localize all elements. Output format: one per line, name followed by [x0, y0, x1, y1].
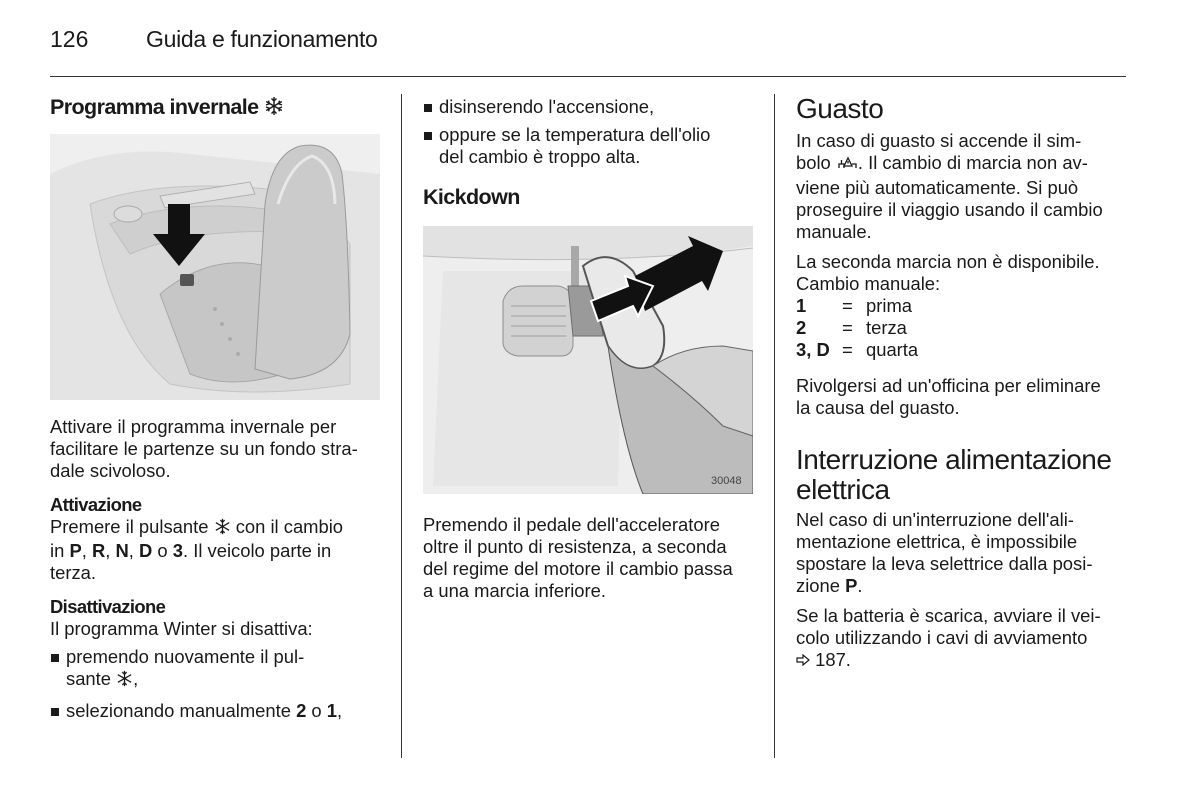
text-line: proseguire il viaggio usando il cambio — [796, 199, 1103, 220]
bullet-square-icon — [424, 104, 432, 112]
gearbox-fault-icon — [836, 155, 858, 177]
gear-key: 3, D — [796, 339, 830, 360]
text-segment: in — [50, 540, 65, 561]
text-line: Cambio manuale: — [796, 273, 941, 294]
text-segment: . Il veicolo parte in — [183, 540, 332, 561]
text-segment: zione — [796, 575, 840, 596]
text-line: colo utilizzando i cavi di avviamento — [796, 627, 1088, 648]
bullet-square-icon — [424, 132, 432, 140]
gear-n: N — [115, 540, 129, 561]
bullet-square-icon — [51, 708, 59, 716]
gear-d: D — [139, 540, 153, 561]
activation-heading: Attivazione — [50, 494, 142, 515]
snowflake-icon — [116, 670, 133, 692]
reference-arrow-icon — [796, 651, 810, 673]
text-line: Nel caso di un'interruzione dell'ali- — [796, 509, 1074, 530]
column-3 — [796, 94, 1131, 673]
section-heading-power-interruption — [796, 445, 1131, 505]
column-divider — [774, 94, 775, 758]
text-line: la causa del guasto. — [796, 397, 960, 418]
gear-2: 2 — [296, 700, 307, 721]
equals-sign: = — [842, 339, 853, 360]
gear-value: prima — [866, 295, 912, 316]
text-line: spostare la leva selettrice dalla posi- — [796, 553, 1093, 574]
column-divider — [401, 94, 402, 758]
snowflake-icon — [264, 96, 284, 122]
text-segment: . — [857, 575, 863, 596]
text-line: del cambio è troppo alta. — [439, 146, 641, 167]
gear-selector-illustration — [50, 134, 380, 400]
text-line: Rivolgersi ad un'officina per eliminare — [796, 375, 1101, 396]
list-item — [423, 124, 758, 168]
page-reference[interactable]: 187. — [815, 649, 851, 670]
text-line: mentazione elettrica, è impossibile — [796, 531, 1078, 552]
fault-paragraph — [796, 130, 1131, 243]
kickdown-pedal-illustration — [423, 226, 753, 494]
text-segment: con il cambio — [235, 516, 344, 537]
list-item — [50, 646, 385, 692]
deactivation-intro: Il programma Winter si disattiva: — [50, 618, 313, 639]
text-line: Attivare il programma invernale per — [50, 416, 337, 437]
text-line: La seconda marcia non è disponibile. — [796, 251, 1100, 272]
gear-value: terza — [866, 317, 907, 338]
text-segment: Premere il pulsante — [50, 516, 209, 537]
gear-p: P — [845, 575, 858, 596]
snowflake-icon — [214, 518, 231, 540]
column-2 — [423, 96, 758, 210]
gear-r: R — [91, 540, 106, 561]
list-item — [423, 96, 758, 118]
text-line: Se la batteria è scarica, avviare il vei- — [796, 605, 1101, 626]
text-line: facilitare le partenze su un fondo stra- — [50, 438, 358, 459]
battery-paragraph — [796, 605, 1131, 673]
text-line: dale scivoloso. — [50, 460, 171, 481]
intro-paragraph — [50, 416, 385, 482]
section-heading-fault: Guasto — [796, 93, 884, 124]
text-segment: bolo — [796, 152, 831, 173]
list-item — [50, 700, 385, 722]
text-line: oltre il punto di resistenza, a seconda — [423, 536, 727, 557]
heading-text: Programma invernale — [50, 95, 259, 119]
text-line: Premendo il pedale dell'acceleratore — [423, 514, 720, 535]
bullet-square-icon — [51, 654, 59, 662]
figure-number: 30048 — [711, 475, 742, 487]
text-line: del regime del motore il cambio passa — [423, 558, 733, 579]
heading-line: Interruzione alimentazione — [796, 444, 1112, 475]
gear-p: P — [69, 540, 82, 561]
power-interruption-paragraph — [796, 509, 1131, 597]
chapter-title: Guida e funzionamento — [146, 26, 378, 52]
text-segment: , — [133, 668, 139, 689]
gear-value: quarta — [866, 339, 919, 360]
text-line: viene più automaticamente. Si può — [796, 177, 1079, 198]
text-line: a una marcia inferiore. — [423, 580, 606, 601]
gear-key: 2 — [796, 317, 807, 338]
text-segment: . Il cambio di marcia non av- — [857, 152, 1088, 173]
kickdown-paragraph — [423, 514, 758, 602]
workshop-paragraph — [796, 375, 1131, 419]
text-line: In caso di guasto si accende il sim- — [796, 130, 1082, 151]
text-line: manuale. — [796, 221, 872, 242]
equals-sign: = — [842, 295, 853, 316]
gear-mapping-table — [796, 295, 1131, 361]
text-line: premendo nuovamente il pul- — [66, 646, 305, 667]
heading-line: elettrica — [796, 474, 890, 505]
text-line: disinserendo l'accensione, — [439, 96, 655, 117]
text-segment: selezionando manualmente — [66, 700, 291, 721]
equals-sign: = — [842, 317, 853, 338]
gear-3: 3 — [172, 540, 183, 561]
text-segment: , — [337, 700, 343, 721]
text-line: oppure se la temperatura dell'olio — [439, 124, 711, 145]
gear-1: 1 — [326, 700, 338, 721]
text-segment: sante — [66, 668, 111, 689]
text-segment: o — [157, 540, 168, 561]
text-segment: o — [311, 700, 322, 721]
activation-paragraph: Premere il pulsante con il cambio in P, R, N, D o 3. Il veicolo parte in terza. — [50, 516, 344, 583]
column-1-text — [50, 416, 385, 722]
page-number: 126 — [50, 26, 89, 52]
page-header — [50, 24, 1126, 77]
section-heading-kickdown: Kickdown — [423, 185, 520, 209]
column-2-text — [423, 514, 758, 602]
text-segment: terza. — [50, 562, 96, 583]
gear-key: 1 — [796, 295, 807, 316]
second-gear-paragraph — [796, 251, 1131, 295]
deactivation-heading: Disattivazione — [50, 596, 166, 617]
section-heading-winter-program — [50, 94, 385, 122]
column-1 — [50, 94, 385, 122]
